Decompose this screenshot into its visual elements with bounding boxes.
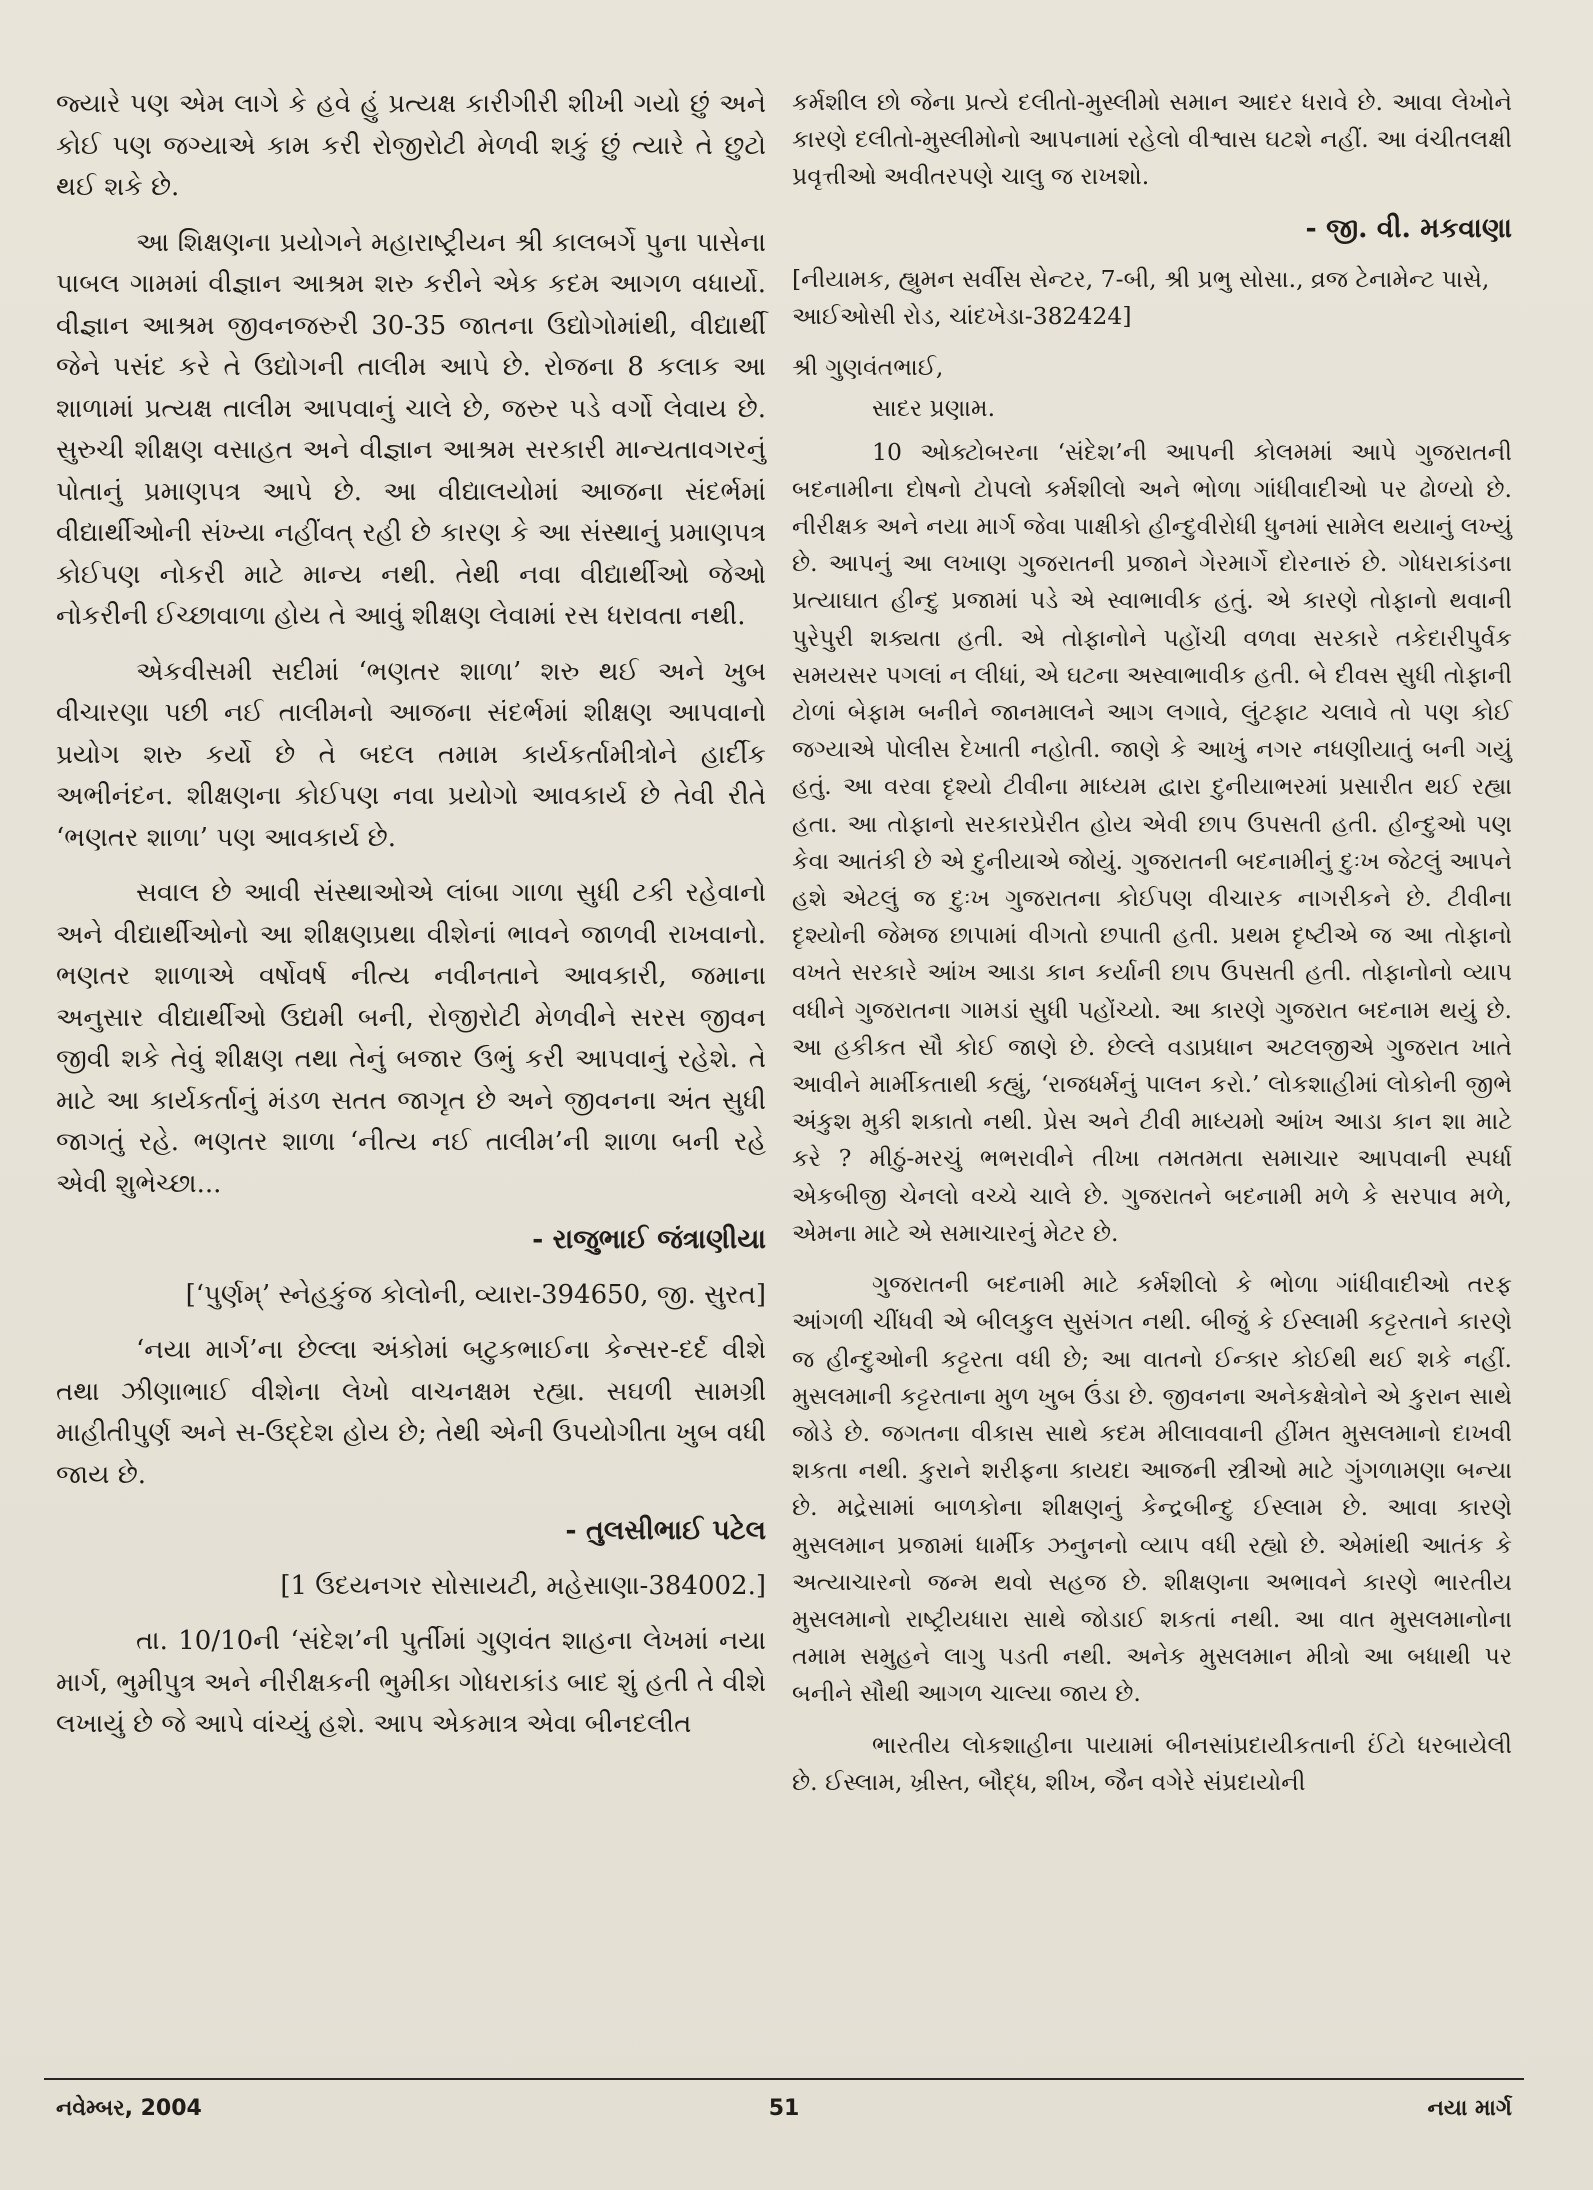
author-address: [1 ઉદયનગર સોસાયટી, મહેસાણા-384002.] bbox=[280, 1570, 766, 1601]
paragraph: કર્મશીલ છો જેના પ્રત્યે દલીતો-મુસ્લીમો સમાન આદર ધરાવે છે. આવા લેખોને કારણે દલીતો-મુસ્લીમોનો આપનામાં રહેલો વીશ્વાસ ઘટશે નહીં. આ વંચીતલક્ષી પ્રવૃત્તીઓ અવીતરપણે ચાલુ જ રાખશો. bbox=[792, 88, 1512, 191]
paragraph: સવાલ છે આવી સંસ્થાઓએ લાંબા ગાળા સુધી ટકી રહેવાનો અને વીદ્યાર્થીઓનો આ શીક્ષણપ્રથા વીશેનાં ભાવને જાળવી રાખવાનો. ભણતર શાળાએ વર્ષોવર્ષ નીત્ય નવીનતાને આવકારી, જમાના અનુસાર વીદ્યાર્થીઓ ઉદ્યમી બની, રોજીરોટી મેળવીને સરસ જીવન જીવી શકે તેવું શીક્ષણ તથા તેનું બજાર ઉભું કરી આપવાનું રહેશે. તે માટે આ કાર્યકર્તાનું મંડળ સતત જાગૃત છે અને જીવનના અંત સુધી જાગતું રહે. ભણતર શાળા ‘નીત્ય નઈ તાલીમ’ની શાળા બની રહે એવી શુભેચ્છા... bbox=[56, 878, 766, 1199]
salutation: શ્રી ગુણવંતભાઈ, bbox=[792, 353, 944, 382]
magazine-name: નયા માર્ગ bbox=[1427, 2096, 1512, 2121]
page-footer bbox=[56, 2088, 1512, 2128]
right-column bbox=[792, 84, 1512, 1815]
page-number: 51 bbox=[768, 2096, 800, 2121]
paragraph: એકવીસમી સદીમાં ‘ભણતર શાળા’ શરુ થઈ અને ખુબ વીચારણા પછી નઈ તાલીમનો આજના સંદર્ભમાં શીક્ષણ આપવાનો પ્રયોગ શરુ કર્યો છે તે બદલ તમામ કાર્યકર્તામીત્રોને હાર્દીક અભીનંદન. શીક્ષણના કોઈપણ નવા પ્રયોગો આવકાર્ય છે તેવી રીતે ‘ભણતર શાળા’ પણ આવકાર્ય છે. bbox=[56, 656, 766, 853]
paragraph: ગુજરાતની બદનામી માટે કર્મશીલો કે ભોળા ગાંધીવાદીઓ તરફ આંગળી ચીંધવી એ બીલકુલ સુસંગત નથી. બીજું કે ઈસ્લામી કટ્ટરતાને કારણે જ હીન્દુઓની કટ્ટરતા વધી છે; આ વાતનો ઈન્કાર કોઈથી થઈ શકે નહીં. મુસલમાની કટ્ટરતાના મુળ ખુબ ઉંડા છે. જીવનના અનેકક્ષેત્રોને એ કુરાન સાથે જોડે છે. જગતના વીકાસ સાથે કદમ મીલાવવાની હીંમત મુસલમાનો દાખવી શકતા નથી. કુરાને શરીફના કાયદા આજની સ્ત્રીઓ માટે ગુંગળામણા બન્યા છે. મદ્રેસામાં બાળકોના શીક્ષણનું કેન્દ્રબીન્દુ ઈસ્લામ છે. આવા કારણે મુસલમાન પ્રજામાં ધાર્મીક ઝનુનનો વ્યાપ વધી રહ્યો છે. એમાંથી આતંક કે અત્યાચારનો જન્મ થવો સહજ છે. શીક્ષણના અભાવને કારણે ભારતીય મુસલમાનો રાષ્ટ્રીયધારા સાથે જોડાઈ શકતાં નથી. આ વાત મુસલમાનોના તમામ સમુહને લાગુ પડતી નથી. અનેક મુસલમાન મીત્રો આ બધાથી પર બનીને સૌથી આગળ ચાલ્યા જાય છે. bbox=[792, 1270, 1512, 1708]
letter-signature: - રાજુભાઈ જંત્રાણીયા bbox=[532, 1224, 766, 1255]
letter-signature: - તુલસીભાઈ પટેલ bbox=[565, 1515, 766, 1546]
paragraph: 10 ઓક્ટોબરના ‘સંદેશ’ની આપની કોલમમાં આપે ગુજરાતની બદનામીના દોષનો ટોપલો કર્મશીલો અને ભોળા ગાંધીવાદીઓ પર ઢોળ્યો છે. નીરીક્ષક અને નયા માર્ગ જેવા પાક્ષીકો હીન્દુવીરોધી ધુનમાં સામેલ થયાનું લખ્યું છે. આપનું આ લખાણ ગુજરાતની પ્રજાને ગેરમાર્ગે દોરનારું છે. ગોધરાકાંડના પ્રત્યાઘાત હીન્દુ પ્રજામાં પડે એ સ્વાભાવીક હતું. એ કારણે તોફાનો થવાની પુરેપુરી શક્યતા હતી. એ તોફાનોને પહોંચી વળવા સરકારે તકેદારીપુર્વક સમયસર પગલાં ન લીધાં, એ ઘટના અસ્વાભાવીક હતી. બે દીવસ સુધી તોફાની ટોળાં બેફામ બનીને જાનમાલને આગ લગાવે, લુંટફાટ ચલાવે તો પણ કોઈ જગ્યાએ પોલીસ દેખાતી નહોતી. જાણે કે આખું નગર નધણીયાતું બની ગયું હતું. આ વરવા દૃશ્યો ટીવીના માધ્યમ દ્વારા દુનીયાભરમાં પ્રસારીત થઈ રહ્યા હતા. આ તોફાનો સરકારપ્રેરીત હોય એવી છાપ ઉપસતી હતી. હીન્દુઓ પણ કેવા આતંકી છે એ દુનીયાએ જોયું. ગુજરાતની બદનામીનું દુઃખ જેટલું આપને હશે એટલું જ દુઃખ ગુજરાતના કોઈપણ વીચારક નાગરીકને છે. ટીવીના દૃશ્યોની જેમજ છાપામાં વીગતો છપાતી હતી. પ્રથમ દૃષ્ટીએ જ આ તોફાનો વખતે સરકારે આંખ આડા કાન કર્યાની છાપ ઉપસતી હતી. તોફાનોનો વ્યાપ વધીને ગુજરાતના ગામડાં સુધી પહોંચ્યો. આ કારણે ગુજરાત બદનામ થયું છે. આ હકીકત સૌ કોઈ જાણે છે. છેલ્લે વડાપ્રધાન અટલજીએ ગુજરાત ખાતે આવીને માર્મીકતાથી કહ્યું, ‘રાજધર્મનું પાલન કરો.’ લોકશાહીમાં લોકોની જીભે અંકુશ મુકી શકાતો નથી. પ્રેસ અને ટીવી માધ્યમો આંખ આડા કાન શા માટે કરે ? મીઠું-મરચું ભભરાવીને તીખા તમતમતા સમાચાર આપવાની સ્પર્ધા એકબીજી ચેનલો વચ્ચે ચાલે છે. ગુજરાતને બદનામી મળે કે સરપાવ મળે, એમના માટે એ સમાચારનું મેટર છે. bbox=[792, 437, 1512, 1247]
author-address: [‘પુર્ણમ્’ સ્નેહકુંજ કોલોની, વ્યારા-394650, જી. સુરત] bbox=[185, 1279, 766, 1310]
author-address: [નીયામક, હ્યુમન સર્વીસ સેન્ટર, 7-બી, શ્રી પ્રભુ સોસા., વ્રજ ટેનામેન્ટ પાસે, આઈઓસી રોડ, ચાંદખેડા-382424] bbox=[792, 264, 1490, 331]
left-column bbox=[56, 84, 766, 1760]
footer-divider bbox=[44, 2078, 1524, 2080]
paragraph: ભારતીય લોકશાહીના પાયામાં બીનસાંપ્રદાયીકતાની ઈંટો ધરબાયેલી છે. ઈસ્લામ, ખ્રીસ્ત, બૌદ્ધ, શીખ, જૈન વગેરે સંપ્રદાયોની bbox=[792, 1730, 1512, 1796]
paragraph: આ શિક્ષણના પ્રયોગને મહારાષ્ટ્રીયન શ્રી કાલબર્ગે પુના પાસેના પાબલ ગામમાં વીજ્ઞાન આશ્રમ શરુ કરીને એક કદમ આગળ વધાર્યો. વીજ્ઞાન આશ્રમ જીવનજરુરી 30-35 જાતના ઉદ્યોગોમાંથી, વીદ્યાર્થી જેને પસંદ કરે તે ઉદ્યોગની તાલીમ આપે છે. રોજના 8 કલાક આ શાળામાં પ્રત્યક્ષ તાલીમ આપવાનું ચાલે છે, જરુર પડે વર્ગો લેવાય છે. સુરુચી શીક્ષણ વસાહત અને વીજ્ઞાન આશ્રમ સરકારી માન્યતાવગરનું પોતાનું પ્રમાણપત્ર આપે છે. આ વીદ્યાલયોમાં આજના સંદર્ભમાં વીદ્યાર્થીઓની સંખ્યા નહીંવત્ રહી છે કારણ કે આ સંસ્થાનું પ્રમાણપત્ર કોઈપણ નોકરી માટે માન્ય નથી. તેથી નવા વીદ્યાર્થીઓ જેઓ નોકરીની ઈચ્છાવાળા હોય તે આવું શીક્ષણ લેવામાં રસ ધરાવતા નથી. bbox=[56, 227, 766, 631]
paragraph: તા. 10/10ની ‘સંદેશ’ની પુર્તીમાં ગુણવંત શાહના લેખમાં નયા માર્ગ, ભુમીપુત્ર અને નીરીક્ષકની ભુમીકા ગોધરાકાંડ બાદ શું હતી તે વીશે લખાયું છે જે આપે વાંચ્યું હશે. આપ એકમાત્ર એવા બીનદલીત bbox=[56, 1626, 766, 1739]
paragraph: ‘નયા માર્ગ’ના છેલ્લા અંકોમાં બટુકભાઈના કેન્સર-દર્દ વીશે તથા ઝીણાભાઈ વીશેના લેખો વાચનક્ષમ રહ્યા. સઘળી સામગ્રી માહીતીપુર્ણ અને સ-ઉદ્દેશ હોય છે; તેથી એની ઉપયોગીતા ખુબ વધી જાય છે. bbox=[56, 1335, 766, 1490]
letter-signature: - જી. વી. મકવાણા bbox=[1305, 212, 1512, 244]
paragraph: જ્યારે પણ એમ લાગે કે હવે હું પ્રત્યક્ષ કારીગીરી શીખી ગયો છું અને કોઈ પણ જગ્યાએ કામ કરી રોજીરોટી મેળવી શકું છું ત્યારે તે છુટો થઈ શકે છે. bbox=[56, 89, 766, 202]
greeting: સાદર પ્રણામ. bbox=[872, 394, 996, 423]
issue-date: નવેમ્બર, 2004 bbox=[56, 2096, 202, 2121]
